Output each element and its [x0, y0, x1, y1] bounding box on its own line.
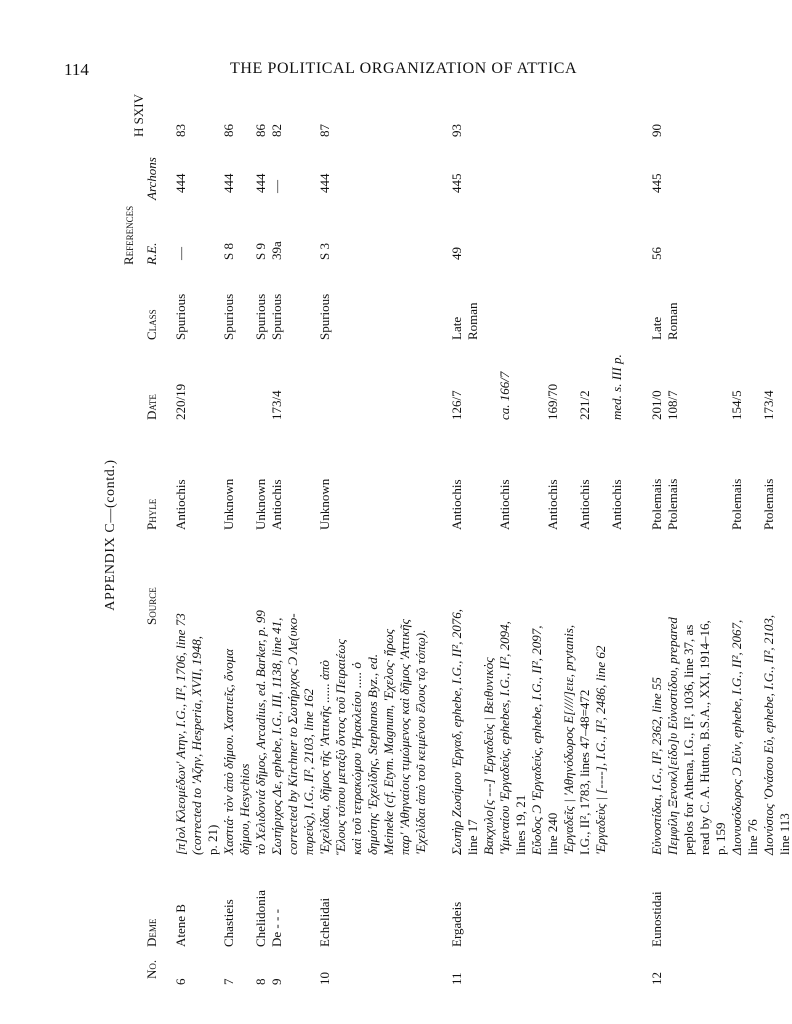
- class-value: Late Roman: [449, 302, 480, 340]
- page-number: 114: [64, 60, 89, 79]
- phyle-value: Ptolemais: [665, 478, 680, 530]
- source-line: peplos for Athena, I.G., II², 1036, line 37, as: [681, 624, 696, 855]
- source-line: καὶ τοῦ τετρακώμου 'Ηρακλείου ..... ὁ: [349, 662, 364, 855]
- row-number: 6: [173, 978, 188, 985]
- re-reference: 49: [449, 247, 464, 260]
- source-line: p. 21): [205, 824, 220, 855]
- date-value: 173/4: [761, 390, 776, 420]
- header-deme: Deme: [144, 918, 159, 947]
- re-reference: S 3: [317, 243, 332, 260]
- appendix-title: APPENDIX C—(contd.): [103, 459, 118, 611]
- source-line: line 240: [545, 812, 560, 855]
- hs-reference: 86: [253, 124, 268, 137]
- header-hs: H SXIV: [131, 94, 146, 137]
- header-no: No.: [144, 959, 159, 979]
- source-line: Meineke (cf. Etym. Magnum, 'Εχελος· ἥρως: [381, 628, 396, 855]
- deme-name: Eunostidai: [649, 891, 664, 947]
- header-re: R.E.: [144, 242, 159, 265]
- source-line: Χαστιά· τὸν ἀπὸ δήμου. Χαστιεῖς, ὄνομα: [221, 648, 236, 855]
- phyle-value: Ptolemais: [729, 478, 744, 530]
- source-line: Εὐνοστίδαι, I.G., II², 2362, line 55: [649, 677, 664, 855]
- hs-reference: 83: [173, 124, 188, 137]
- source-line: δημότης 'Εχελίδης, Stephanos Byz., ed.: [365, 654, 380, 855]
- phyle-value: Ptolemais: [761, 478, 776, 530]
- date-value: 220/19: [173, 383, 188, 420]
- date-value: 154/5: [729, 390, 744, 420]
- source-line: Διονυσόδωρος Ͻ Εὐν, ephebe, I.G., II², 2067,: [729, 619, 744, 855]
- table-header: [121, 85, 171, 985]
- source-line: Πεμφίλη Ξενοκλ[είδο]υ Εὐνοστίδου, prepared: [665, 617, 680, 855]
- archons-reference: —: [269, 180, 284, 193]
- source-line: line 76: [745, 819, 760, 855]
- source-line: Βακχυλο[ς ---] 'Εργαδεὺς | Βειθυνικὸς: [481, 657, 496, 855]
- hs-reference: 82: [269, 124, 284, 137]
- source-line: Ἕλους τόπου μεταξὺ ὄντος τοῦ Πειραιέως: [333, 639, 348, 855]
- class-value: Spurious: [173, 293, 188, 340]
- date-value: 201/0: [649, 390, 664, 420]
- row-number: 11: [449, 972, 464, 985]
- archons-reference: 445: [449, 173, 464, 193]
- archons-reference: 444: [173, 173, 188, 193]
- phyle-value: Antiochis: [497, 479, 512, 530]
- phyle-value: Antiochis: [269, 479, 284, 530]
- row-number: 8: [253, 978, 268, 985]
- source-line: δήμου, Hesychios: [237, 763, 252, 855]
- header-references: References: [121, 205, 136, 265]
- hs-reference: 90: [649, 124, 664, 137]
- phyle-value: Antiochis: [545, 479, 560, 530]
- re-reference: S 9: [253, 243, 268, 260]
- source-line: 'Εχελίδαι, δῆμος τῆς 'Αττικῆς ...... ἀπὸ: [317, 660, 332, 855]
- class-value: Spurious: [269, 293, 284, 340]
- re-reference: 39a: [269, 241, 284, 260]
- re-reference: —: [173, 247, 188, 260]
- date-value: 108/7: [665, 390, 680, 420]
- hs-reference: 93: [449, 124, 464, 137]
- source-line: corrected by Kirchner to Σωτήριχος Ͻ Λε(υκο-: [285, 613, 300, 855]
- date-value: med. s. III p.: [609, 354, 624, 420]
- deme-name: Atene B: [173, 904, 188, 947]
- source-line: read by C. A. Hutton, B.S.A., XXI, 1914–16,: [697, 620, 712, 855]
- deme-name: Echelidai: [317, 897, 332, 947]
- header-date: Date: [144, 394, 159, 420]
- header-phyle: Phyle: [144, 498, 159, 530]
- table-body: [173, 85, 792, 985]
- phyle-value: Antiochis: [173, 479, 188, 530]
- phyle-value: Antiochis: [609, 479, 624, 530]
- source-line: line 17: [465, 819, 480, 855]
- source-line: πυρεύς), I.G., II², 2103, line 162: [301, 688, 316, 855]
- source-line: p. 159: [713, 822, 728, 855]
- phyle-value: Unknown: [317, 478, 332, 530]
- header-class: Class: [144, 309, 159, 340]
- archons-reference: 445: [649, 173, 664, 193]
- source-line: line 113: [777, 813, 792, 855]
- date-value: ca. 166/7: [497, 371, 512, 420]
- source-line: (corrected to 'Αζην, Hesperia, XVII, 1948,: [189, 635, 204, 855]
- source-line: Εὔοδος Ͻ 'Εργαδεύς, ephebe, I.G., II², 2097,: [529, 625, 544, 855]
- date-value: 126/7: [449, 390, 464, 420]
- row-number: 9: [269, 978, 284, 985]
- phyle-value: Unknown: [221, 478, 236, 530]
- phyle-value: Ptolemais: [649, 478, 664, 530]
- re-reference: S 8: [221, 243, 236, 260]
- source-line: I.G., II², 1783, lines 47–48=472: [577, 689, 592, 855]
- date-value: 169/70: [545, 383, 560, 420]
- deme-name: Chelidonia: [253, 889, 268, 947]
- class-value: Spurious: [317, 293, 332, 340]
- row-number: 12: [649, 972, 664, 985]
- phyle-value: Antiochis: [449, 479, 464, 530]
- row-number: 10: [317, 972, 332, 985]
- source-line: 'Εργαδεὺς | [----], I.G., II², 2486, line 62: [593, 645, 608, 855]
- source-line: [π]ολ Κλεομέδων' Ατην, I.G., II², 1706, line 73: [173, 613, 188, 855]
- hs-reference: 86: [221, 124, 236, 137]
- source-line: παρ' 'Αθηναίοις τιμώμενος καὶ δῆμος 'Αττικῆς: [397, 619, 412, 855]
- header-archons: Archons: [144, 157, 159, 200]
- appendix-table: [103, 85, 792, 985]
- deme-name: Chastieis: [221, 899, 236, 947]
- source-line: 'Υμεναίου 'Εργαδεύς, ephebes, I.G., II², 2094,: [497, 621, 512, 855]
- running-head: THE POLITICAL ORGANIZATION OF ATTICA: [230, 60, 578, 77]
- source-line: τὸ Χελιδονιά δῆμος, Arcadius, ed. Barker, p. 99: [253, 610, 268, 855]
- source-line: 'Εχελίδαι ἀπὸ τοῦ κειμένου ἕλους τῷ τόπῳ).: [413, 629, 428, 855]
- class-value: Spurious: [221, 293, 236, 340]
- re-reference: 56: [649, 247, 664, 260]
- archons-reference: 444: [221, 173, 236, 193]
- archons-reference: 444: [317, 173, 332, 193]
- class-value: Spurious: [253, 293, 268, 340]
- row-number: 7: [221, 978, 236, 985]
- source-line: Διονύσιος 'Ονάσου Εὐ, ephebe, I.G., II², 2103,: [761, 614, 776, 855]
- source-line: Σωτὴρ Ζωσίμου 'Εργαδ, ephebe, I.G., II², 2076,: [449, 609, 464, 855]
- archons-reference: 444: [253, 173, 268, 193]
- date-value: 173/4: [269, 390, 284, 420]
- header-source: Source: [144, 587, 159, 625]
- source-line: 'Εργαδεῖς | 'Αθηνόδωρος Ε[////]ειε, prytanis,: [561, 624, 576, 855]
- hs-reference: 87: [317, 124, 332, 137]
- source-line: lines 19, 21: [513, 794, 528, 855]
- phyle-value: Antiochis: [577, 479, 592, 530]
- date-value: 221/2: [577, 390, 592, 420]
- source-line: Σωτήριχος Δε, ephebe, I.G., III, 1138, line 41,: [269, 617, 284, 855]
- class-value: Late Roman: [649, 302, 680, 340]
- phyle-value: Unknown: [253, 478, 268, 530]
- deme-name: De - - -: [269, 909, 284, 947]
- deme-name: Ergadeis: [449, 901, 464, 947]
